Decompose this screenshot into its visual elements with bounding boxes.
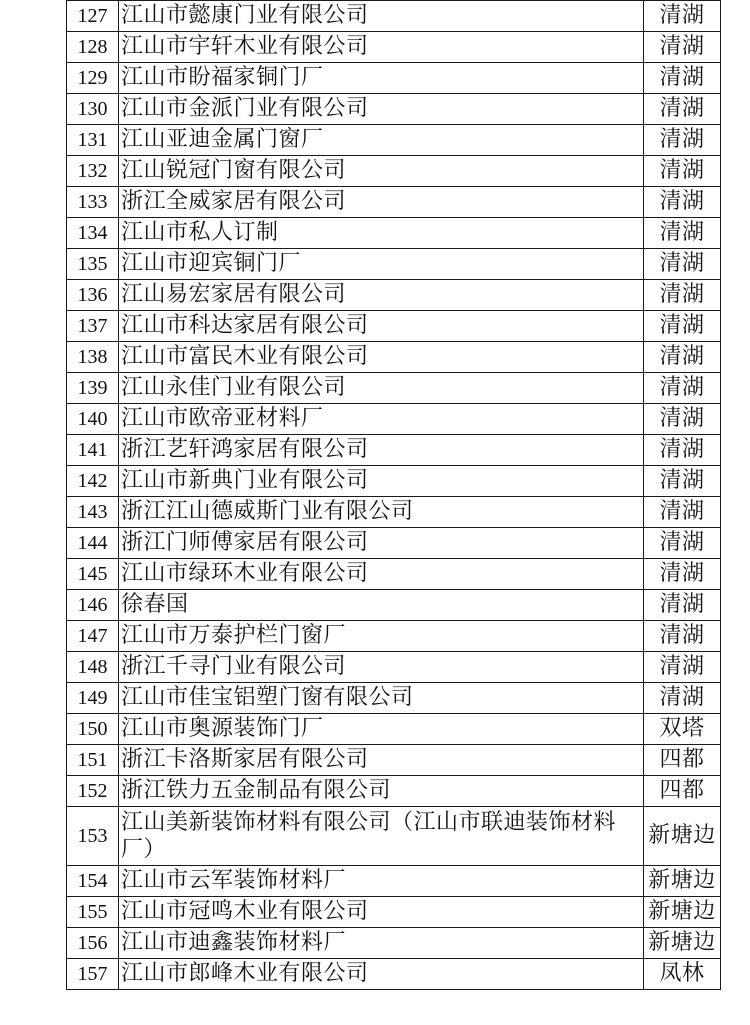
town-cell: 清湖 xyxy=(644,32,721,63)
row-number-cell: 151 xyxy=(67,745,119,776)
company-name-cell: 浙江江山德威斯门业有限公司 xyxy=(119,497,644,528)
table-row xyxy=(67,714,721,745)
row-number-cell: 129 xyxy=(67,63,119,94)
table-row xyxy=(67,807,721,866)
company-name-cell: 江山市盼福家铜门厂 xyxy=(119,63,644,94)
row-number-cell: 149 xyxy=(67,683,119,714)
row-number-cell: 155 xyxy=(67,897,119,928)
company-name-cell: 江山亚迪金属门窗厂 xyxy=(119,125,644,156)
row-number-cell: 135 xyxy=(67,249,119,280)
town-cell: 清湖 xyxy=(644,466,721,497)
town-cell: 清湖 xyxy=(644,342,721,373)
table-row xyxy=(67,280,721,311)
town-cell: 清湖 xyxy=(644,435,721,466)
table-row xyxy=(67,218,721,249)
town-cell: 清湖 xyxy=(644,125,721,156)
table-row xyxy=(67,683,721,714)
company-name-cell: 江山市懿康门业有限公司 xyxy=(119,1,644,32)
row-number-cell: 152 xyxy=(67,776,119,807)
row-number-cell: 150 xyxy=(67,714,119,745)
company-name-cell: 江山市云军装饰材料厂 xyxy=(119,866,644,897)
table-row xyxy=(67,435,721,466)
table-row xyxy=(67,32,721,63)
town-cell: 新塘边 xyxy=(644,897,721,928)
row-number-cell: 134 xyxy=(67,218,119,249)
table-row xyxy=(67,342,721,373)
table-row xyxy=(67,156,721,187)
town-cell: 四都 xyxy=(644,745,721,776)
table-row xyxy=(67,621,721,652)
town-cell: 清湖 xyxy=(644,621,721,652)
town-cell: 新塘边 xyxy=(644,866,721,897)
town-cell: 清湖 xyxy=(644,311,721,342)
row-number-cell: 127 xyxy=(67,1,119,32)
table-row xyxy=(67,466,721,497)
company-name-cell: 江山市私人订制 xyxy=(119,218,644,249)
row-number-cell: 148 xyxy=(67,652,119,683)
town-cell: 清湖 xyxy=(644,249,721,280)
town-cell: 新塘边 xyxy=(644,807,721,866)
row-number-cell: 131 xyxy=(67,125,119,156)
town-cell: 凤林 xyxy=(644,959,721,990)
company-list-table xyxy=(66,0,721,990)
company-name-cell: 江山市冠鸣木业有限公司 xyxy=(119,897,644,928)
table-row xyxy=(67,1,721,32)
table-row xyxy=(67,249,721,280)
table-row xyxy=(67,311,721,342)
company-name-cell: 江山美新装饰材料有限公司（江山市联迪装饰材料厂） xyxy=(119,807,644,866)
company-name-cell: 江山易宏家居有限公司 xyxy=(119,280,644,311)
row-number-cell: 145 xyxy=(67,559,119,590)
row-number-cell: 132 xyxy=(67,156,119,187)
company-name-cell: 江山市万泰护栏门窗厂 xyxy=(119,621,644,652)
row-number-cell: 146 xyxy=(67,590,119,621)
town-cell: 清湖 xyxy=(644,497,721,528)
town-cell: 四都 xyxy=(644,776,721,807)
row-number-cell: 138 xyxy=(67,342,119,373)
company-name-cell: 徐春国 xyxy=(119,590,644,621)
row-number-cell: 133 xyxy=(67,187,119,218)
row-number-cell: 153 xyxy=(67,807,119,866)
table-row xyxy=(67,187,721,218)
company-name-cell: 江山市郎峰木业有限公司 xyxy=(119,959,644,990)
table-row xyxy=(67,652,721,683)
town-cell: 清湖 xyxy=(644,590,721,621)
table-row xyxy=(67,125,721,156)
table-body xyxy=(67,1,721,990)
table-row xyxy=(67,94,721,125)
table-row xyxy=(67,497,721,528)
company-name-cell: 江山市新典门业有限公司 xyxy=(119,466,644,497)
company-name-cell: 江山市奥源装饰门厂 xyxy=(119,714,644,745)
company-name-cell: 浙江铁力五金制品有限公司 xyxy=(119,776,644,807)
row-number-cell: 144 xyxy=(67,528,119,559)
company-name-cell: 江山永佳门业有限公司 xyxy=(119,373,644,404)
row-number-cell: 154 xyxy=(67,866,119,897)
company-name-cell: 江山锐冠门窗有限公司 xyxy=(119,156,644,187)
table-row xyxy=(67,528,721,559)
company-name-cell: 江山市科达家居有限公司 xyxy=(119,311,644,342)
company-name-cell: 浙江艺轩鸿家居有限公司 xyxy=(119,435,644,466)
company-name-cell: 江山市绿环木业有限公司 xyxy=(119,559,644,590)
town-cell: 新塘边 xyxy=(644,928,721,959)
row-number-cell: 157 xyxy=(67,959,119,990)
row-number-cell: 147 xyxy=(67,621,119,652)
town-cell: 清湖 xyxy=(644,559,721,590)
company-name-cell: 江山市佳宝铝塑门窗有限公司 xyxy=(119,683,644,714)
row-number-cell: 137 xyxy=(67,311,119,342)
town-cell: 清湖 xyxy=(644,94,721,125)
company-name-cell: 江山市金派门业有限公司 xyxy=(119,94,644,125)
table-row xyxy=(67,63,721,94)
company-name-cell: 浙江门师傅家居有限公司 xyxy=(119,528,644,559)
table-row xyxy=(67,959,721,990)
town-cell: 清湖 xyxy=(644,404,721,435)
row-number-cell: 156 xyxy=(67,928,119,959)
company-list-table-wrapper xyxy=(66,0,720,990)
table-row xyxy=(67,404,721,435)
table-row xyxy=(67,373,721,404)
town-cell: 清湖 xyxy=(644,63,721,94)
row-number-cell: 140 xyxy=(67,404,119,435)
table-row xyxy=(67,866,721,897)
row-number-cell: 136 xyxy=(67,280,119,311)
company-name-cell: 浙江全威家居有限公司 xyxy=(119,187,644,218)
company-name-cell: 江山市宇轩木业有限公司 xyxy=(119,32,644,63)
town-cell: 清湖 xyxy=(644,373,721,404)
town-cell: 清湖 xyxy=(644,218,721,249)
row-number-cell: 141 xyxy=(67,435,119,466)
town-cell: 清湖 xyxy=(644,652,721,683)
company-name-cell: 浙江千寻门业有限公司 xyxy=(119,652,644,683)
town-cell: 清湖 xyxy=(644,683,721,714)
row-number-cell: 139 xyxy=(67,373,119,404)
company-name-cell: 江山市欧帝亚材料厂 xyxy=(119,404,644,435)
town-cell: 清湖 xyxy=(644,1,721,32)
table-row xyxy=(67,928,721,959)
table-row xyxy=(67,776,721,807)
town-cell: 清湖 xyxy=(644,187,721,218)
town-cell: 清湖 xyxy=(644,280,721,311)
table-row xyxy=(67,590,721,621)
row-number-cell: 143 xyxy=(67,497,119,528)
town-cell: 双塔 xyxy=(644,714,721,745)
town-cell: 清湖 xyxy=(644,528,721,559)
town-cell: 清湖 xyxy=(644,156,721,187)
table-row xyxy=(67,745,721,776)
company-name-cell: 浙江卡洛斯家居有限公司 xyxy=(119,745,644,776)
row-number-cell: 142 xyxy=(67,466,119,497)
company-name-cell: 江山市富民木业有限公司 xyxy=(119,342,644,373)
row-number-cell: 128 xyxy=(67,32,119,63)
row-number-cell: 130 xyxy=(67,94,119,125)
table-row xyxy=(67,559,721,590)
table-row xyxy=(67,897,721,928)
company-name-cell: 江山市迪鑫装饰材料厂 xyxy=(119,928,644,959)
company-name-cell: 江山市迎宾铜门厂 xyxy=(119,249,644,280)
